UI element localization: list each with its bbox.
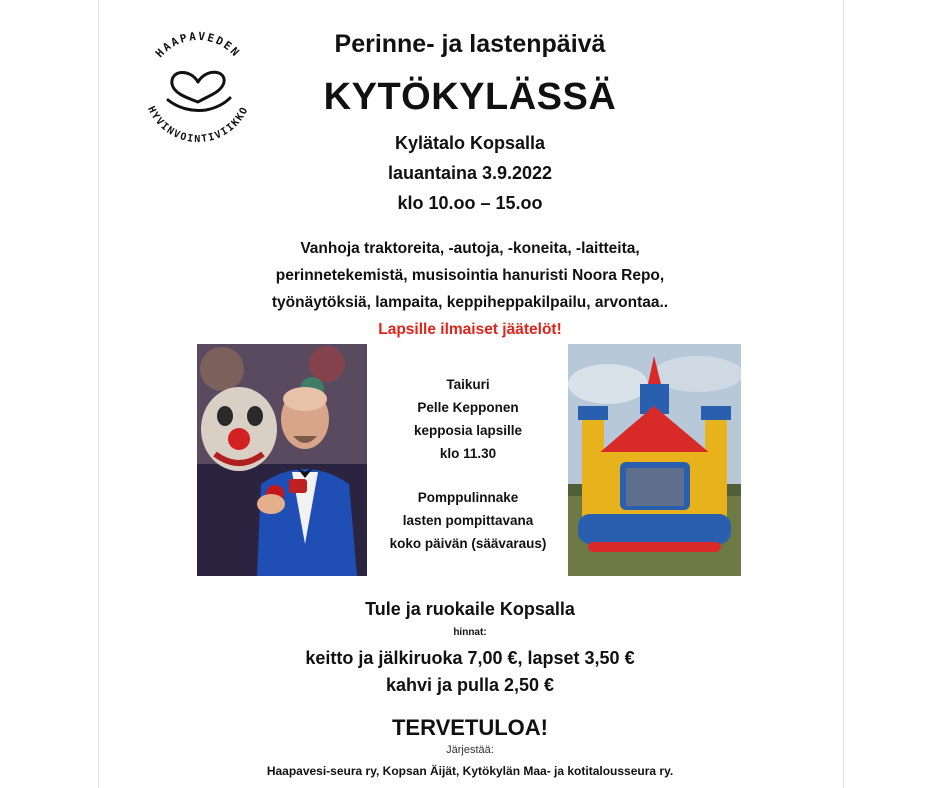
desc-line: Vanhoja traktoreita, -autoja, -koneita, -laitteita, (300, 240, 640, 257)
price-list (200, 645, 740, 699)
logo-text-bottom: HYVINVOINTIVIIKKO (145, 104, 251, 145)
magician-line: Pelle Kepponen (417, 400, 519, 415)
magician-line: klo 11.30 (439, 446, 497, 461)
desc-line: perinnetekemistä, musisointia hanuristi Noora Repo, (275, 267, 665, 284)
food-heading: Tule ja ruokaile Kopsalla (365, 599, 575, 619)
bouncy-line: lasten pompittavana (402, 513, 534, 528)
venue-date: lauantaina 3.9.2022 (387, 163, 553, 183)
organizer-label: Järjestää: (446, 744, 494, 756)
free-ice-cream-note: Lapsille ilmaiset jäätelöt! (378, 321, 562, 338)
price-line: keitto ja jälkiruoka 7,00 €, lapset 3,50 € (305, 648, 635, 668)
desc-line: työnäytöksiä, lampaita, keppiheppakilpailu, arvontaa.. (271, 294, 669, 311)
welcome-text: TERVETULOA! (391, 715, 549, 740)
bouncy-line: Pomppulinnake (417, 490, 519, 505)
magician-info (382, 373, 554, 465)
bouncy-castle-info (382, 486, 554, 555)
bouncy-line: koko päivän (säävaraus) (389, 536, 547, 551)
logo-text-top: HAAPAVEDEN (153, 29, 243, 61)
venue-block (200, 128, 740, 218)
prices-label: hinnat: (453, 627, 487, 638)
event-title: Perinne- ja lastenpäivä (334, 30, 606, 58)
magician-line: kepposia lapsille (413, 423, 523, 438)
venue-time: klo 10.oo – 15.oo (397, 193, 543, 213)
magician-line: Taikuri (446, 377, 490, 392)
program-description (200, 235, 740, 343)
bouncy-castle-photo (568, 344, 741, 576)
price-line: kahvi ja pulla 2,50 € (385, 675, 555, 695)
venue-place: Kylätalo Kopsalla (394, 133, 546, 153)
magician-photo (197, 344, 367, 576)
event-location-title: KYTÖKYLÄSSÄ (323, 76, 617, 118)
organizers-list: Haapavesi-seura ry, Kopsan Äijät, Kytökylän Maa- ja kotitalousseura ry. (266, 764, 674, 778)
